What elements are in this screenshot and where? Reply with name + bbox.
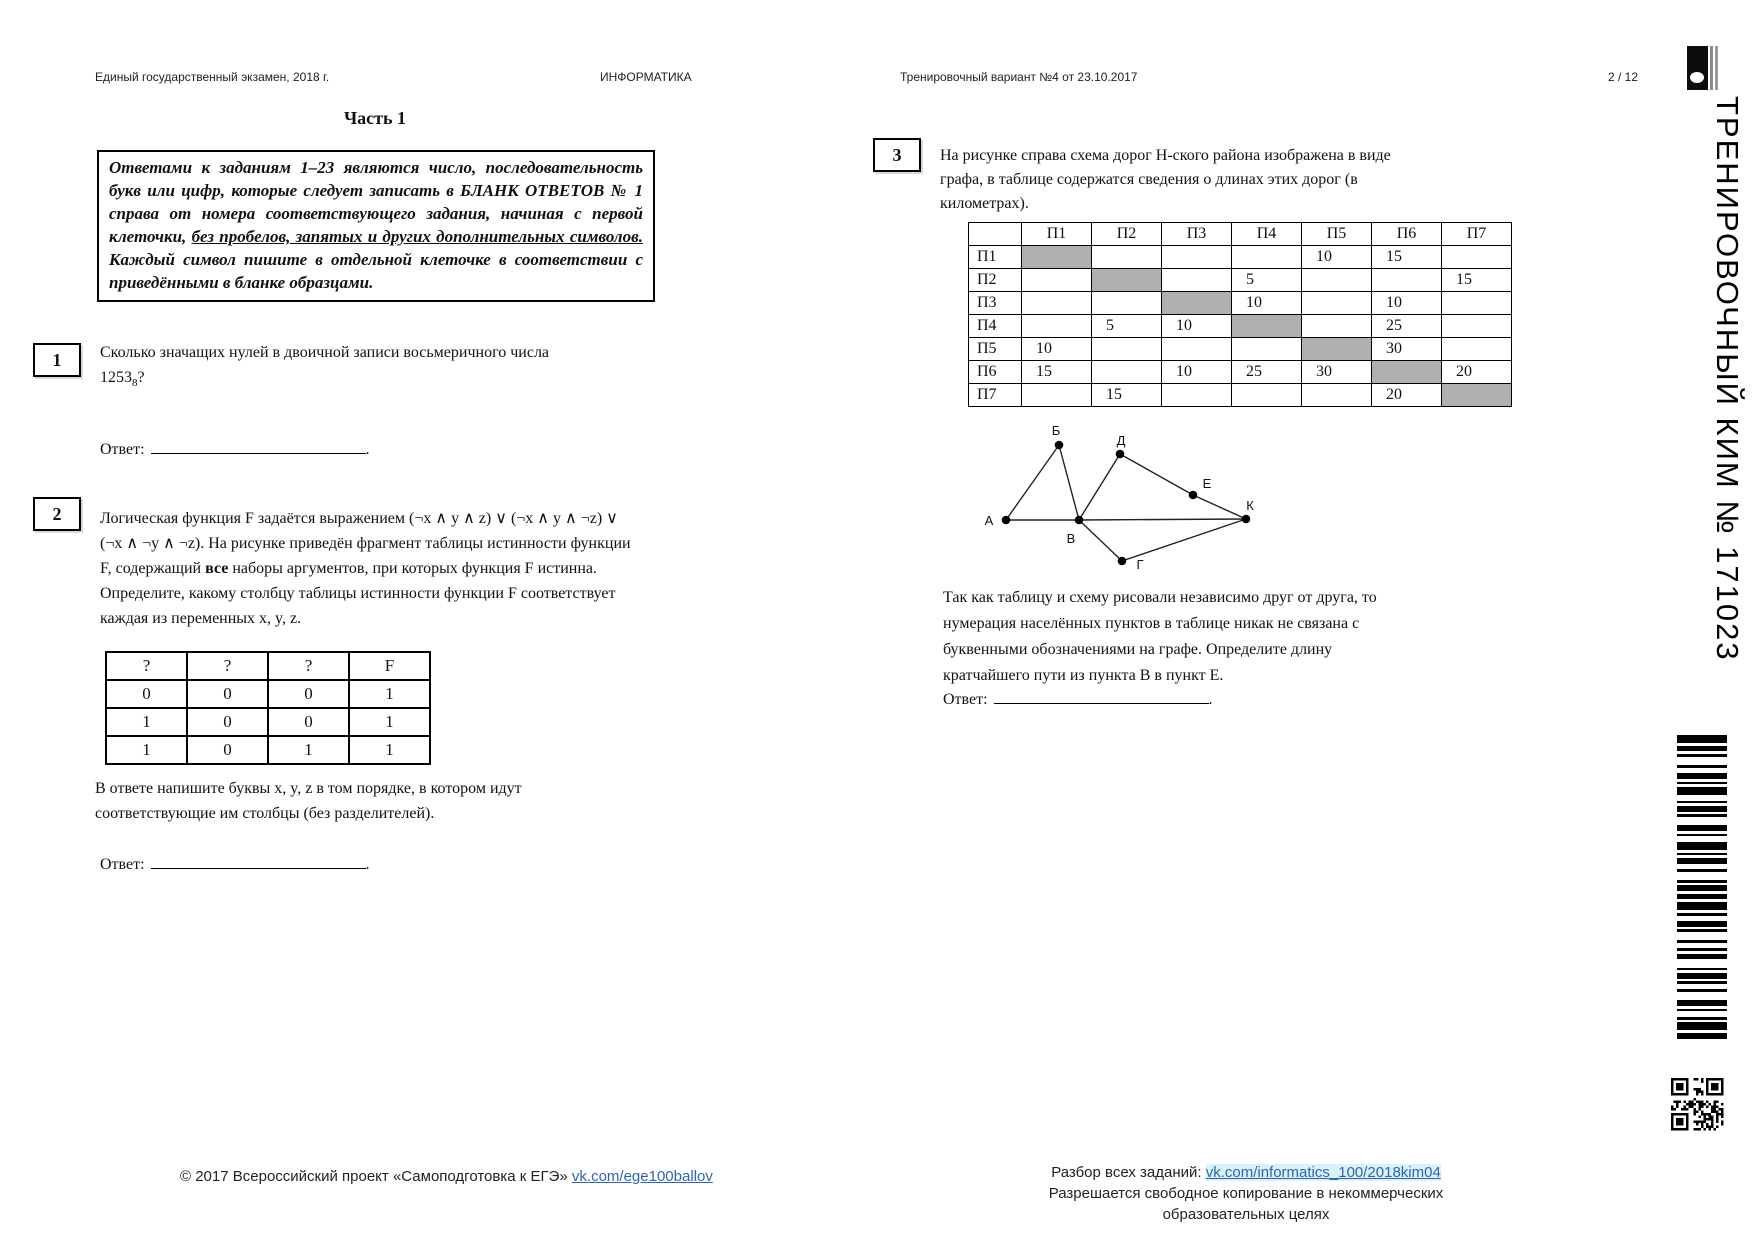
distance-table-col-header: П4: [1232, 223, 1302, 246]
distance-table-diagonal-cell: [1442, 384, 1512, 407]
distance-table-cell: [1442, 246, 1512, 269]
distance-table-cell: [1022, 315, 1092, 338]
barcode-stripe: [1677, 902, 1727, 910]
graph-vertex: [1116, 450, 1125, 459]
distance-table-cell: [1232, 338, 1302, 361]
distance-table-diagonal-cell: [1372, 361, 1442, 384]
part1-title: Часть 1: [343, 108, 407, 128]
task1-text-main: Сколько значащих нулей в двоичной записи восьмеричного числа: [100, 344, 550, 361]
barcode-stripe: [1677, 735, 1727, 743]
distance-table-cell: [1022, 384, 1092, 407]
instructions-text-underlined: без пробелов, запятых и других дополнительных символов.: [191, 227, 643, 246]
distance-table-cell: [1442, 315, 1512, 338]
graph-edge: [1079, 520, 1122, 561]
distance-table-cell: [1092, 246, 1162, 269]
task2-answer-row: [100, 853, 370, 874]
distance-table-corner: [969, 223, 1022, 246]
task2-bold-word: все: [205, 560, 229, 577]
distance-table-diagonal-cell: [1232, 315, 1302, 338]
distance-table-cell: [1092, 338, 1162, 361]
distance-table-col-header: П1: [1022, 223, 1092, 246]
task3-outro-text: Так как таблицу и схему рисовали независимо друг от друга, то нумерация населённых пунктов в таблице никак не связана с буквенными обозначениями на графе. Определите длину кратчайшего пути из пункта В в пункт Е.: [943, 589, 1377, 684]
truth-table-cell: 0: [187, 680, 268, 708]
truth-table-cell: 1: [349, 708, 430, 736]
distance-table-row: [969, 384, 1512, 407]
header-variant: Тренировочный вариант №4 от 23.10.2017: [900, 70, 1138, 84]
barcode: [1677, 735, 1727, 1042]
distance-table-cell: 10: [1302, 246, 1372, 269]
task1-question-mark: ?: [137, 369, 145, 386]
distance-table-cell: [1022, 269, 1092, 292]
distance-table-col-header: П6: [1372, 223, 1442, 246]
distance-table-row: [969, 361, 1512, 384]
footer-left: [180, 1168, 713, 1185]
graph-vertex-label: Г: [1136, 557, 1144, 572]
truth-table-row: [106, 680, 430, 708]
logo-stripe: [1715, 46, 1718, 90]
truth-table-header-cell: ?: [106, 652, 187, 680]
answer-blank: [151, 438, 366, 454]
distance-table-col-header: П5: [1302, 223, 1372, 246]
task1-number: 1: [52, 349, 62, 370]
logo-ellipse: [1690, 72, 1704, 83]
answer-label: Ответ:: [943, 691, 988, 708]
task3-number-box: [873, 138, 921, 172]
barcode-stripe: [1677, 757, 1727, 765]
truth-table-cell: 1: [349, 680, 430, 708]
distance-table-cell: [1302, 315, 1372, 338]
footer-right-line2: Разрешается свободное копирование в некоммерческих образовательных целях: [1048, 1185, 1444, 1223]
distance-table-cell: 20: [1372, 384, 1442, 407]
graph-vertex: [1118, 557, 1127, 566]
graph-edge: [1059, 445, 1079, 520]
distance-table-cell: [1162, 246, 1232, 269]
task2-text: [100, 506, 635, 631]
distance-table-col-header: П7: [1442, 223, 1512, 246]
distance-table-diagonal-cell: [1092, 269, 1162, 292]
distance-table-cell: [1232, 384, 1302, 407]
graph-vertex: [1002, 516, 1011, 525]
graph-edge: [1006, 445, 1059, 520]
barcode-stripe: [1677, 1022, 1727, 1030]
graph-edge: [1193, 495, 1246, 519]
truth-table-cell: 1: [106, 736, 187, 764]
distance-table-cell: 25: [1372, 315, 1442, 338]
distance-table-cell: [1442, 338, 1512, 361]
ege-logo: [1687, 46, 1718, 90]
graph-vertex-label: Б: [1051, 423, 1061, 438]
truth-table-header-cell: ?: [187, 652, 268, 680]
distance-table-row-header: П4: [969, 315, 1022, 338]
roads-graph: [860, 420, 1300, 595]
distance-table-row-header: П5: [969, 338, 1022, 361]
distance-table-diagonal-cell: [1162, 292, 1232, 315]
answer-label: Ответ:: [100, 856, 145, 873]
task1-answer-row: [100, 438, 370, 459]
instructions-text-post: Каждый символ пишите в отдельной клеточке в соответствии с приведёнными в бланке образцами.: [109, 250, 643, 292]
answer-suffix: .: [365, 441, 370, 458]
header-page-number: 2 / 12: [1608, 70, 1639, 84]
answer-suffix: .: [1208, 691, 1213, 708]
truth-table-cell: 1: [349, 736, 430, 764]
truth-table-row: [106, 736, 430, 764]
distance-table-diagonal-cell: [1022, 246, 1092, 269]
instructions-box: [97, 150, 655, 302]
truth-table: [105, 651, 431, 765]
distance-table-cell: [1232, 246, 1302, 269]
distance-table-cell: 10: [1372, 292, 1442, 315]
barcode-stripe: [1677, 842, 1727, 850]
truth-table-header-cell: ?: [268, 652, 349, 680]
answer-blank: [151, 853, 366, 869]
truth-table-header-cell: F: [349, 652, 430, 680]
task3-answer-row: [943, 688, 1213, 709]
barcode-stripe: [1677, 992, 1727, 1000]
graph-vertex: [1189, 491, 1198, 500]
distance-table-row-header: П1: [969, 246, 1022, 269]
distance-table-row: [969, 292, 1512, 315]
task1-octal-base-sub: 8: [132, 377, 138, 390]
distance-table-cell: [1442, 292, 1512, 315]
graph-edge: [1120, 454, 1193, 495]
task3-intro-text: На рисунке справа схема дорог Н-ского района изображена в виде графа, в таблице содержатся сведения о длинах этих дорог (в километрах).: [940, 147, 1391, 212]
barcode-stripe: [1677, 1039, 1727, 1042]
distance-table-cell: [1022, 292, 1092, 315]
distance-table-cell: 10: [1022, 338, 1092, 361]
instructions-text-pre: Ответами к заданиям 1–23 являются число, последовательность букв или цифр, которые следует записать в БЛАНК ОТВЕТОВ № 1 справа от номера соответствующего задания, начиная с первой клеточки,: [109, 158, 643, 246]
truth-table-cell: 0: [187, 736, 268, 764]
footer-right: [1000, 1162, 1492, 1225]
answer-suffix: .: [365, 856, 370, 873]
distance-table-cell: [1162, 338, 1232, 361]
distance-table-cell: [1302, 384, 1372, 407]
distance-table-cell: [1092, 361, 1162, 384]
distance-table-cell: 30: [1372, 338, 1442, 361]
footer-copyright: © 2017 Всероссийский проект «Самоподготовка к ЕГЭ»: [180, 1168, 568, 1185]
graph-vertex: [1055, 441, 1064, 450]
distance-table-cell: [1162, 269, 1232, 292]
distance-table-row: [969, 338, 1512, 361]
task1-number-box: [33, 343, 81, 377]
barcode-stripe: [1677, 787, 1727, 795]
distance-table-cell: 15: [1372, 246, 1442, 269]
answer-blank: [994, 688, 1209, 704]
distance-table-row: [969, 246, 1512, 269]
distance-table-cell: [1302, 292, 1372, 315]
graph-vertex: [1242, 515, 1251, 524]
header-subject: ИНФОРМАТИКА: [600, 70, 692, 84]
footer-right-link[interactable]: vk.com/informatics_100/2018kim04: [1205, 1164, 1441, 1181]
footer-right-label: Разбор всех заданий:: [1051, 1164, 1202, 1181]
task2-number: 2: [52, 503, 62, 524]
distance-table-cell: 10: [1232, 292, 1302, 315]
distance-table: [968, 222, 1512, 407]
truth-table-cell: 0: [187, 708, 268, 736]
task3-number: 3: [892, 144, 902, 165]
distance-table-cell: 15: [1022, 361, 1092, 384]
task2-number-box: [33, 497, 81, 531]
qr-code: [1671, 1078, 1724, 1136]
graph-edge: [1079, 454, 1120, 520]
task2-text-part1: Логическая функция F задаётся выражением (¬x ∧ y ∧ z) ∨ (¬x ∧ y ∧ ¬z) ∨ (¬x ∧ ¬y ∧ ¬z). На рисунке приведён фрагмент таблицы истинности функции F, содержащий: [100, 510, 631, 577]
graph-edge: [1079, 519, 1246, 520]
truth-table-row: [106, 708, 430, 736]
footer-left-link[interactable]: vk.com/ege100ballov: [571, 1168, 713, 1185]
distance-table-row: [969, 315, 1512, 338]
distance-table-diagonal-cell: [1302, 338, 1372, 361]
barcode-stripe: [1677, 872, 1727, 880]
truth-table-cell: 1: [268, 736, 349, 764]
distance-table-cell: [1302, 269, 1372, 292]
task1-octal-number: 1253: [100, 369, 132, 386]
graph-vertex-label: А: [984, 513, 994, 528]
kim-vertical-label: ТРЕНИРОВОЧНЫЙ КИМ № 171023: [1710, 96, 1745, 662]
distance-table-cell: [1162, 384, 1232, 407]
distance-table-row: [969, 269, 1512, 292]
task2-note: В ответе напишите буквы x, y, z в том порядке, в котором идут соответствующие им столбцы (без разделителей).: [95, 780, 522, 822]
graph-vertex-label: В: [1066, 531, 1076, 546]
barcode-stripe: [1677, 959, 1727, 967]
distance-table-cell: 5: [1092, 315, 1162, 338]
truth-table-cell: 0: [268, 708, 349, 736]
header-exam-title: Единый государственный экзамен, 2018 г.: [95, 70, 330, 84]
task2-text-part2: наборы аргументов, при которых функция F истинна. Определите, какому столбцу таблицы истинности функции F соответствует каждая из переменных x, y, z.: [100, 560, 616, 627]
distance-table-cell: 5: [1232, 269, 1302, 292]
logo-black-block: [1687, 46, 1708, 90]
distance-table-cell: 30: [1302, 361, 1372, 384]
graph-vertex-label: К: [1246, 498, 1254, 513]
barcode-stripe: [1677, 817, 1727, 825]
graph-vertex-label: Е: [1202, 476, 1212, 491]
truth-table-cell: 0: [268, 680, 349, 708]
distance-table-cell: [1372, 269, 1442, 292]
logo-stripe: [1710, 46, 1713, 90]
distance-table-cell: 15: [1092, 384, 1162, 407]
answer-label: Ответ:: [100, 441, 145, 458]
distance-table-row-header: П7: [969, 384, 1022, 407]
qr-code-svg: [1671, 1078, 1724, 1131]
distance-table-cell: [1092, 292, 1162, 315]
distance-table-cell: 10: [1162, 361, 1232, 384]
task1-text: [100, 340, 570, 396]
distance-table-cell: 10: [1162, 315, 1232, 338]
footer-right-line1: [1000, 1162, 1492, 1183]
distance-table-row-header: П2: [969, 269, 1022, 292]
truth-table-cell: 1: [106, 708, 187, 736]
distance-table-cell: 25: [1232, 361, 1302, 384]
distance-table-row-header: П3: [969, 292, 1022, 315]
graph-edge: [1122, 519, 1246, 561]
distance-table-cell: 15: [1442, 269, 1512, 292]
truth-table-cell: 0: [106, 680, 187, 708]
distance-table-col-header: П3: [1162, 223, 1232, 246]
distance-table-row-header: П6: [969, 361, 1022, 384]
graph-vertex-label: Д: [1116, 433, 1126, 448]
distance-table-col-header: П2: [1092, 223, 1162, 246]
distance-table-cell: 20: [1442, 361, 1512, 384]
barcode-stripe: [1677, 932, 1727, 940]
graph-vertex: [1075, 516, 1084, 525]
